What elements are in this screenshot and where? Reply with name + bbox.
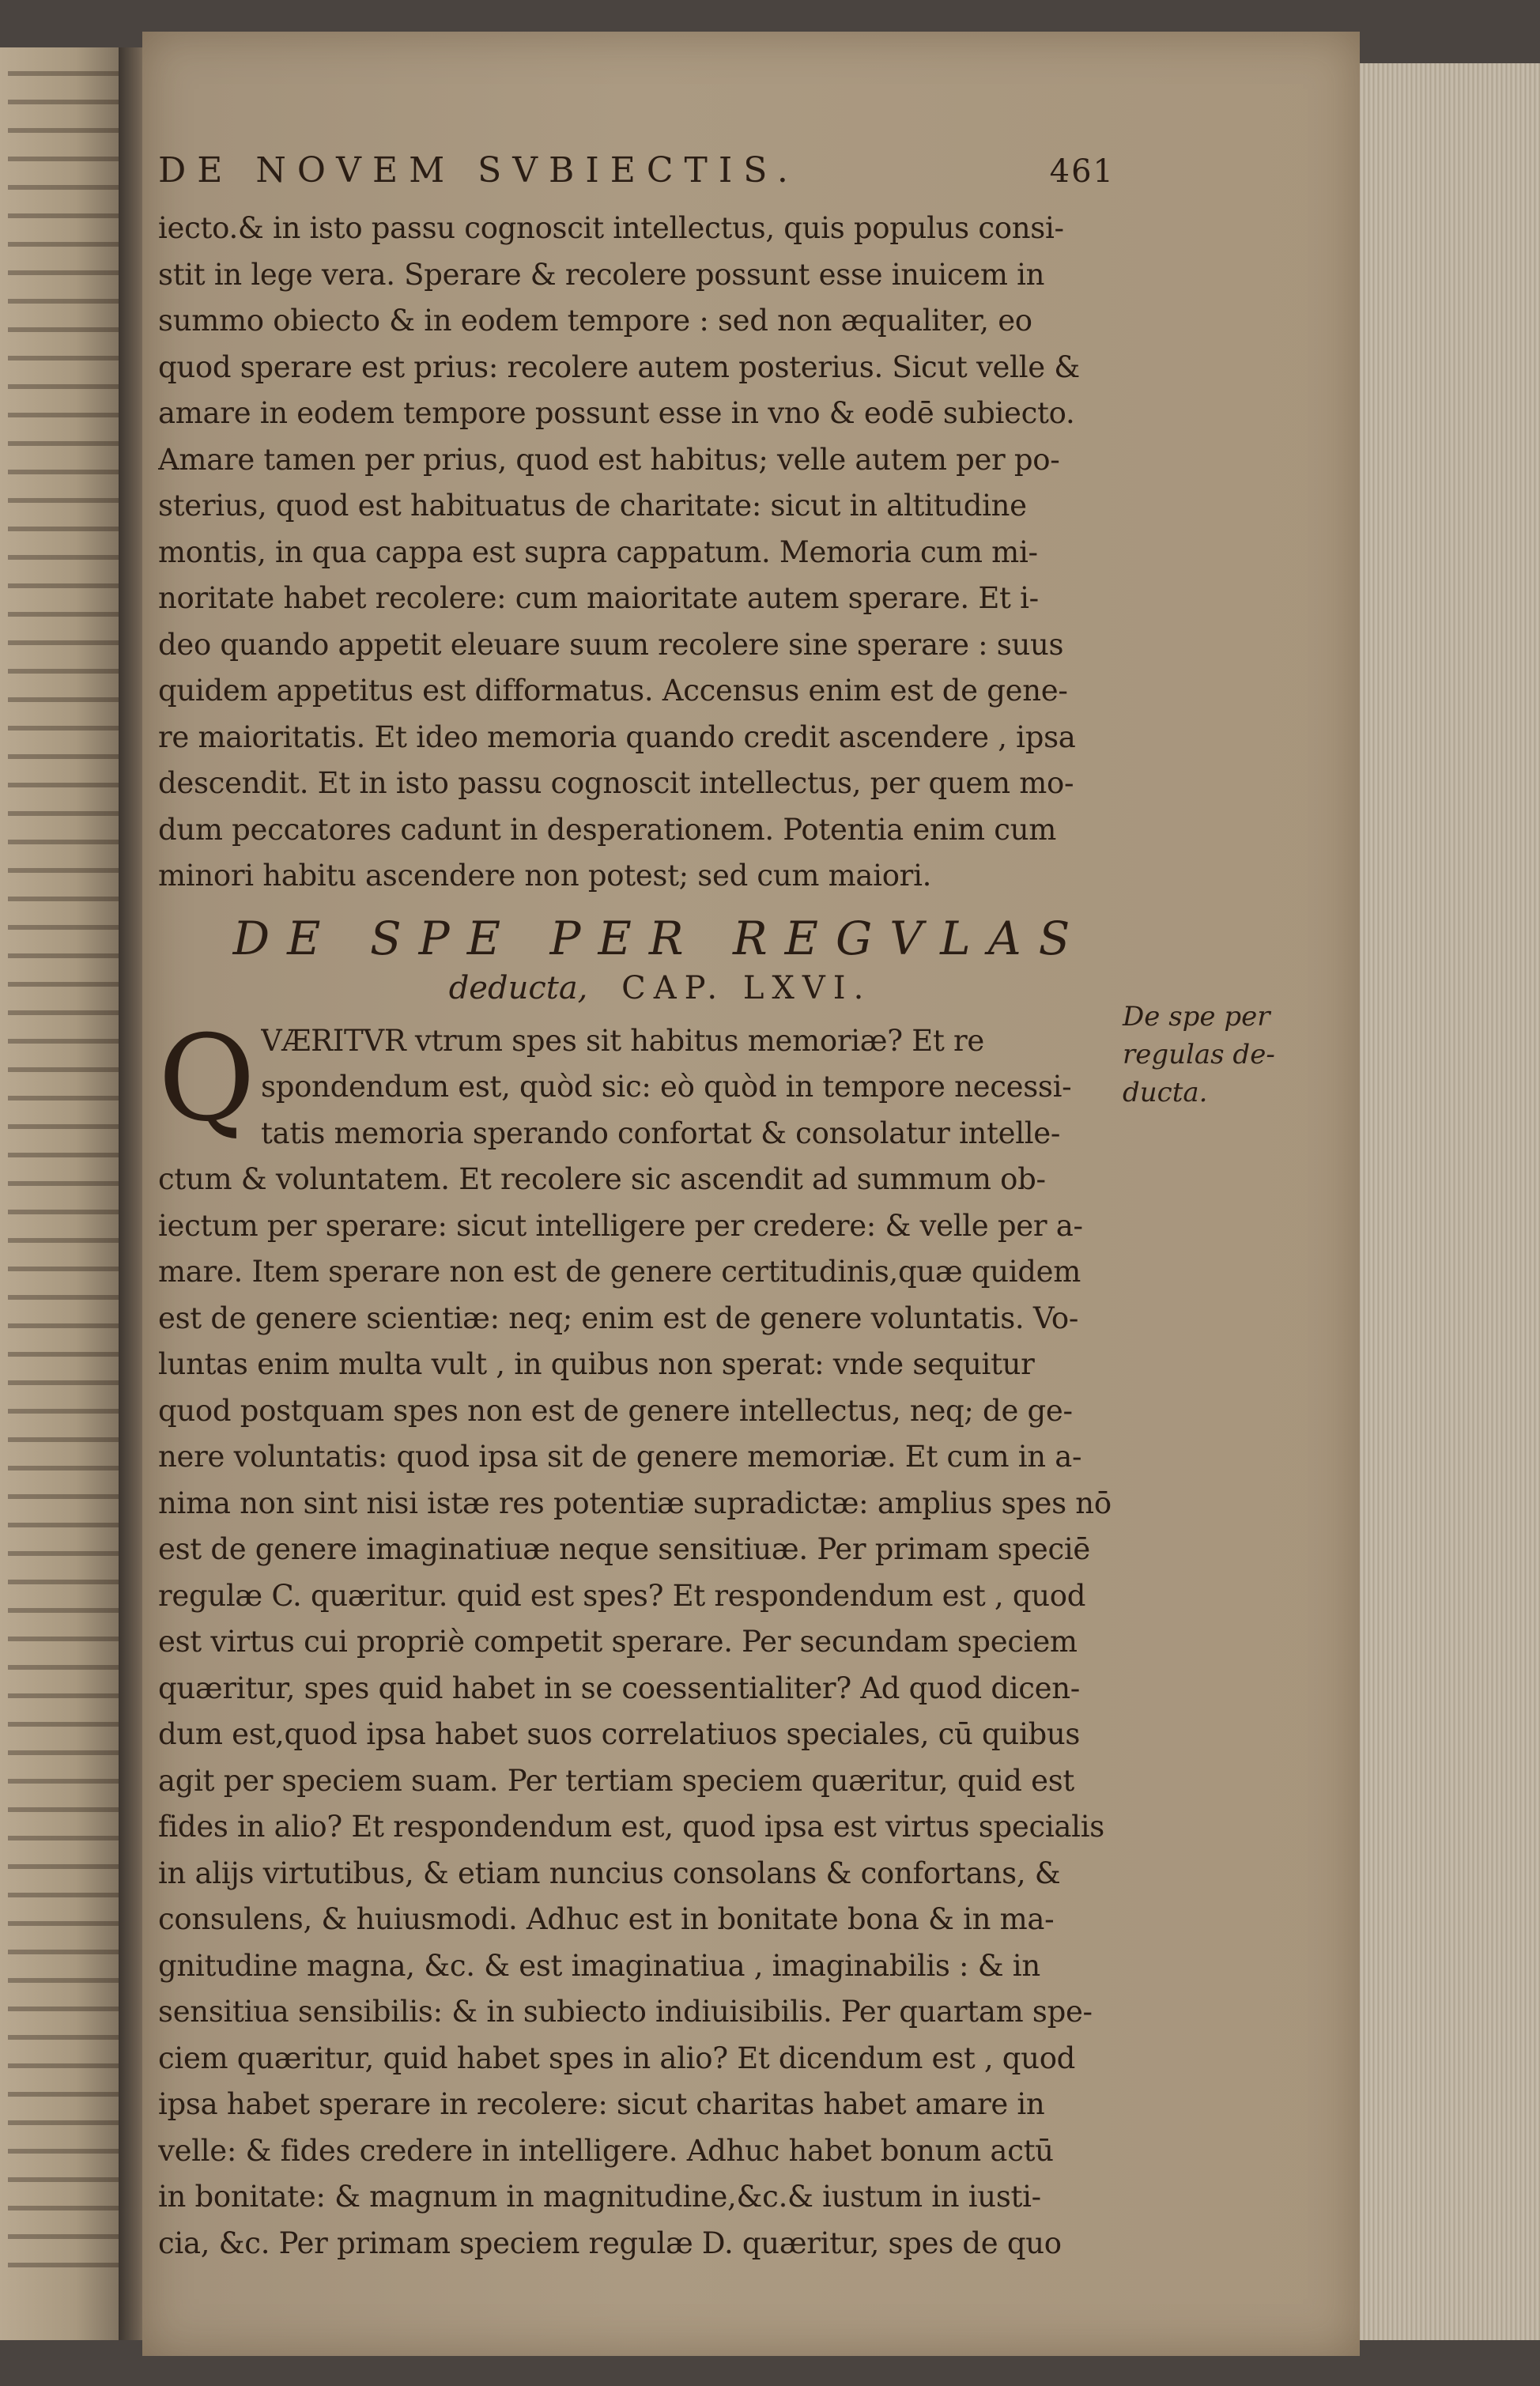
text-line: gnitudine magna, &c. & est imaginatiua , imaginabilis : & in (158, 1948, 1040, 1983)
running-head-title: DE NOVEM SVBIECTIS. (158, 150, 799, 191)
marginal-note-line: regulas de- (1123, 1039, 1275, 1070)
drop-cap: Q (158, 1010, 255, 1148)
chapter-title: DE SPE PER REGVLAS (232, 911, 1088, 965)
page-number: 461 (1049, 153, 1115, 190)
text-line: agit per speciem suam. Per tertiam speciem quæritur, quid est (158, 1763, 1074, 1798)
text-line: minori habitu ascendere non potest; sed cum maiori. (158, 859, 932, 893)
text-line: quod sperare est prius: recolere autem posterius. Sicut velle & (158, 349, 1080, 384)
text-line: deo quando appetit eleuare suum recolere sine sperare : suus (158, 627, 1064, 662)
text-line: re maioritatis. Et ideo memoria quando credit ascendere , ipsa (158, 719, 1076, 754)
text-line: fides in alio? Et respondendum est, quod ipsa est virtus specialis (158, 1810, 1104, 1844)
paragraph-continued (158, 206, 1115, 900)
text-line: nere voluntatis: quod ipsa sit de genere memoriæ. Et cum in a- (158, 1440, 1082, 1474)
text-line: est de genere scientiæ: neq; enim est de genere voluntatis. Vo- (158, 1301, 1079, 1335)
text-line: descendit. Et in isto passu cognoscit intellectus, per quem mo- (158, 766, 1074, 800)
chapter-number: CAP. LXVI. (621, 969, 872, 1006)
text-line: quidem appetitus est difformatus. Accensus enim est de gene- (158, 674, 1068, 708)
text-line: noritate habet recolere: cum maioritate autem sperare. Et i- (158, 581, 1039, 615)
text-line: Amare tamen per prius, quod est habitus; velle autem per po- (158, 442, 1060, 477)
text-line: mare. Item sperare non est de genere certitudinis,quæ quidem (158, 1255, 1081, 1289)
text-line: ctum & voluntatem. Et recolere sic ascendit ad summum ob- (158, 1162, 1046, 1196)
drop-cap-lines (158, 1010, 1115, 1157)
text-line: velle: & fides credere in intelligere. Adhuc habet bonum actū (158, 2133, 1054, 2168)
text-line: sterius, quod est habituatus de charitate: sicut in altitudine (158, 489, 1027, 523)
facing-page-edge (0, 47, 126, 2340)
text-line: amare in eodem tempore possunt esse in vno & eodē subiecto. (158, 396, 1075, 430)
running-head (158, 150, 1115, 206)
chapter-paragraph (158, 1010, 1115, 2267)
marginal-note (1123, 998, 1281, 1112)
text-line: sensitiua sensibilis: & in subiecto indiuisibilis. Per quartam spe- (158, 1995, 1093, 2029)
text-line: summo obiecto & in eodem tempore : sed non æqualiter, eo (158, 304, 1032, 338)
text-line: nima non sint nisi istæ res potentiæ supradictæ: amplius spes nō (158, 1486, 1112, 1520)
text-line: stit in lege vera. Sperare & recolere possunt esse inuicem in (158, 257, 1045, 292)
text-line: dum est,quod ipsa habet suos correlatiuos speciales, cū quibus (158, 1717, 1081, 1751)
text-line: in bonitate: & magnum in magnitudine,&c.& iustum in iusti- (158, 2180, 1041, 2214)
page-fore-edge (1360, 63, 1540, 2340)
text-line: cia, &c. Per primam speciem regulæ D. quæritur, spes de quo (158, 2226, 1062, 2260)
marginal-note-line: De spe per (1123, 1001, 1270, 1033)
text-line: VÆRITVR vtrum spes sit habitus memoriæ? Et re (261, 1023, 984, 1058)
text-line: in alijs virtutibus, & etiam nuncius consolans & confortans, & (158, 1856, 1061, 1890)
chapter-subtitle-italic: deducta, (448, 969, 588, 1006)
paragraph-body (158, 1157, 1115, 2267)
text-line: ipsa habet sperare in recolere: sicut charitas habet amare in (158, 2087, 1045, 2121)
text-line: quæritur, spes quid habet in se coessentialiter? Ad quod dicen- (158, 1671, 1080, 1705)
text-line: iecto.& in isto passu cognoscit intellectus, quis populus consi- (158, 211, 1064, 245)
chapter-subtitle (206, 965, 1115, 1012)
text-line: tatis memoria sperando confortat & consolatur intelle- (261, 1116, 1061, 1150)
text-line: dum peccatores cadunt in desperationem. Potentia enim cum (158, 812, 1057, 847)
text-line: spondendum est, quòd sic: eò quòd in tempore necessi- (261, 1070, 1072, 1104)
text-line: quod postquam spes non est de genere intellectus, neq; de ge- (158, 1393, 1073, 1428)
text-line: consulens, & huiusmodi. Adhuc est in bonitate bona & in ma- (158, 1902, 1055, 1936)
text-line: est virtus cui propriè competit sperare. Per secundam speciem (158, 1625, 1078, 1659)
marginal-note-line: ducta. (1123, 1077, 1208, 1108)
text-line: ciem quæritur, quid habet spes in alio? Et dicendum est , quod (158, 2041, 1076, 2075)
text-line: montis, in qua cappa est supra cappatum. Memoria cum mi- (158, 534, 1038, 569)
text-line: luntas enim multa vult , in quibus non sperat: vnde sequitur (158, 1347, 1035, 1381)
text-line: iectum per sperare: sicut intelligere per credere: & velle per a- (158, 1208, 1083, 1243)
page-text (158, 150, 1115, 2267)
text-line: est de genere imaginatiuæ neque sensitiuæ. Per primam speciē (158, 1532, 1091, 1566)
text-line: regulæ C. quæritur. quid est spes? Et respondendum est , quod (158, 1578, 1086, 1613)
